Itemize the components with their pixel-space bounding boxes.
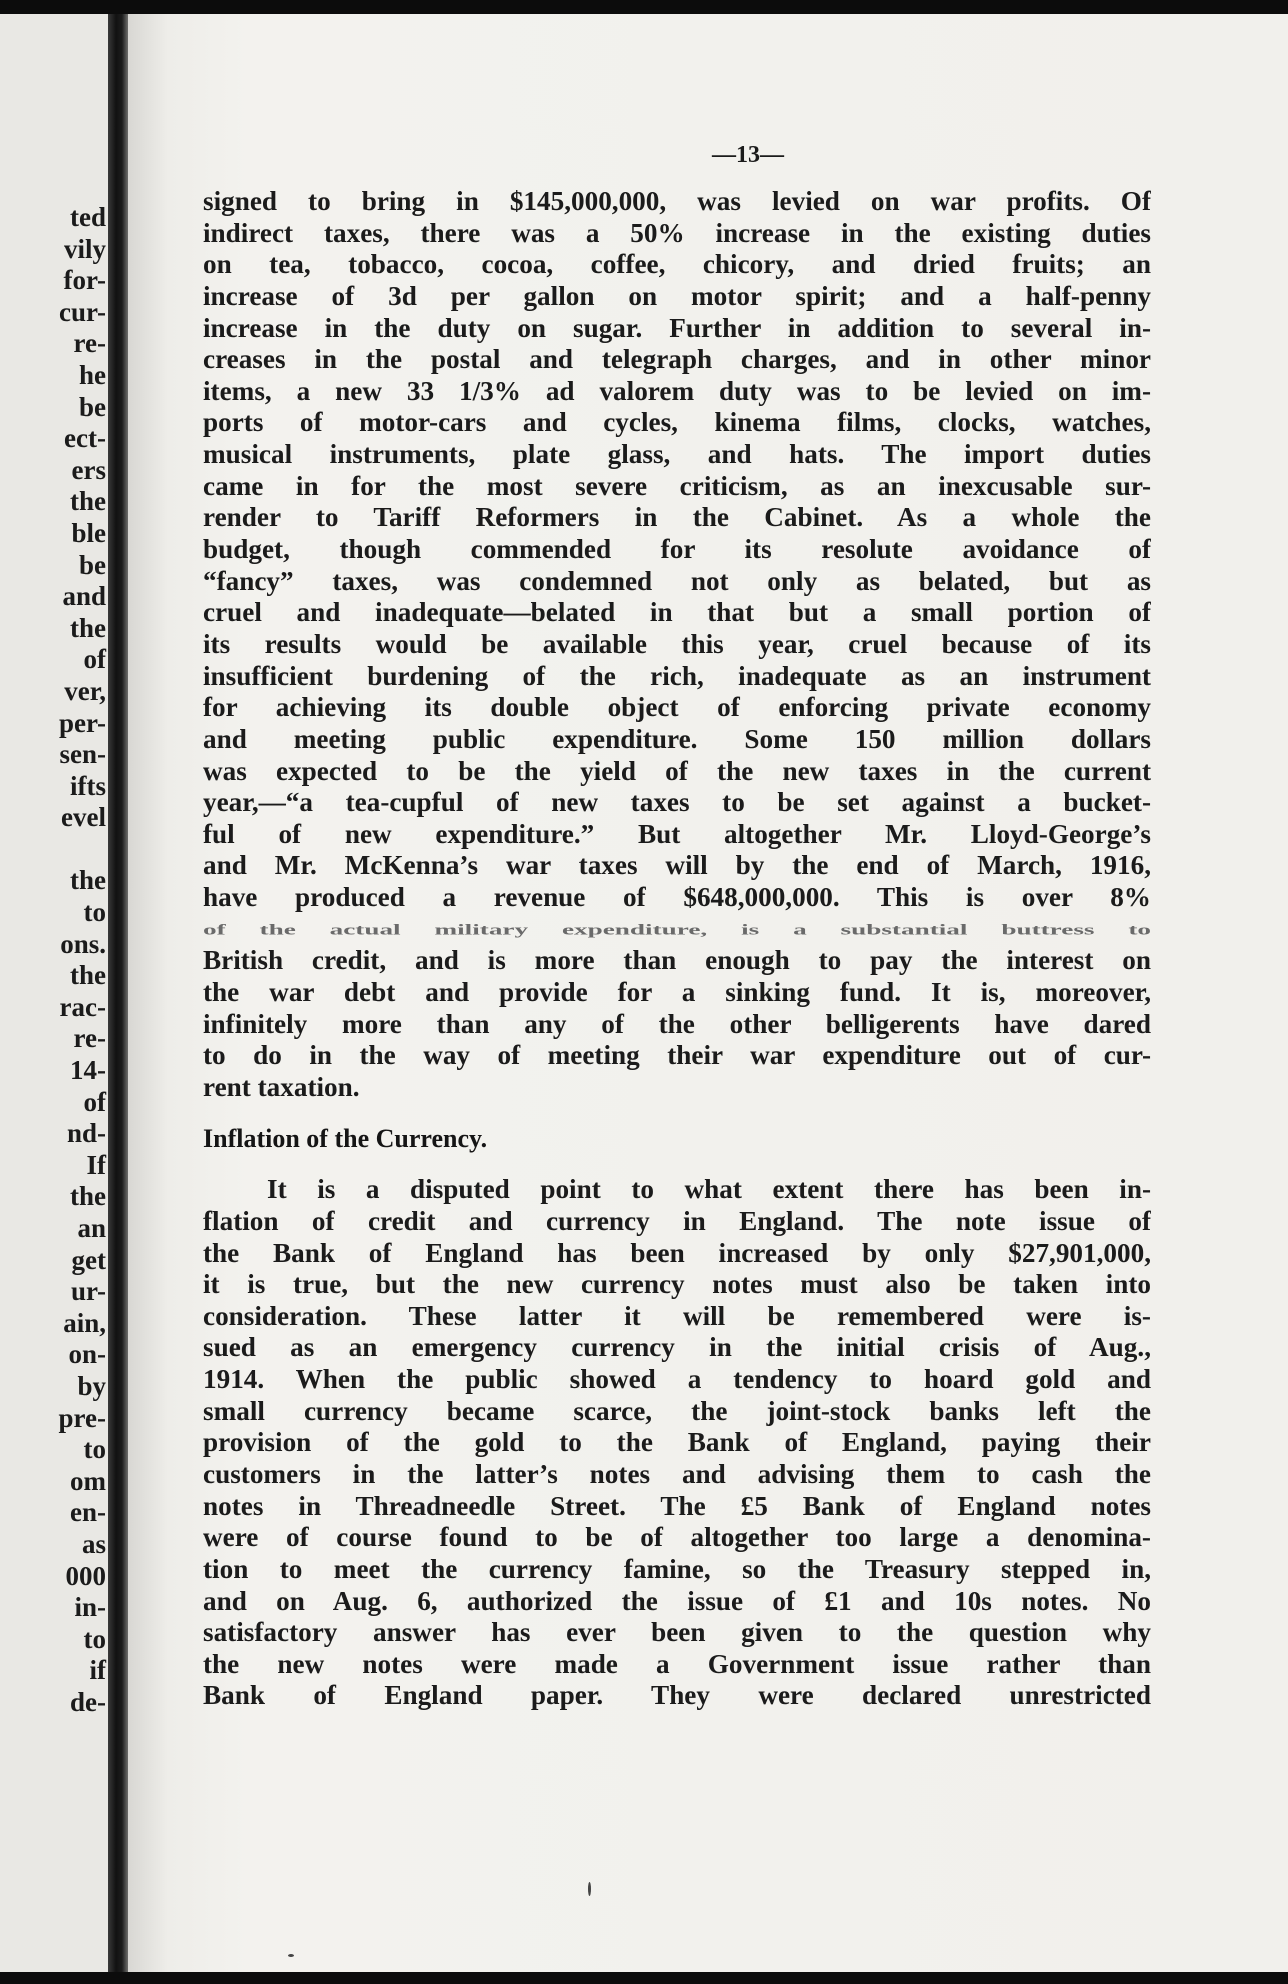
document-page: [128, 14, 1288, 1972]
text-line: provision of the gold to the Bank of England, paying their: [203, 1427, 1151, 1458]
previous-page-fragment: om: [70, 1465, 106, 1496]
previous-page-fragment: ect-: [64, 423, 106, 454]
previous-page-fragment: the: [70, 486, 106, 517]
previous-page-fragment: ted: [70, 202, 106, 232]
previous-page-fragment: get: [71, 1244, 106, 1275]
previous-page-fragment: pre-: [58, 1402, 106, 1433]
previous-page-fragment: by: [77, 1370, 106, 1401]
page-number: —13—: [712, 142, 784, 168]
previous-page-fragment: for-: [63, 265, 106, 296]
text-line: creases in the postal and telegraph charges, and in other minor: [203, 344, 1151, 375]
previous-page-fragment: vily: [63, 233, 106, 264]
text-line: sued as an emergency currency in the initial crisis of Aug.,: [203, 1332, 1151, 1363]
text-line: infinitely more than any of the other belligerents have dared: [203, 1008, 1151, 1039]
previous-page-fragment: the: [70, 960, 106, 991]
previous-page-fragment: ver,: [64, 675, 106, 706]
previous-page-fragment: per-: [59, 707, 106, 738]
previous-page-fragment: ain,: [63, 1307, 106, 1338]
paper-speck: [588, 1882, 591, 1896]
previous-page-fragment: re-: [73, 328, 106, 359]
text-line: ports of motor-cars and cycles, kinema films, clocks, watches,: [203, 407, 1151, 438]
text-line: came in for the most severe criticism, as an inexcusable sur-: [203, 470, 1151, 501]
previous-page-fragment: the: [70, 865, 106, 896]
paragraph-war-taxes: [203, 186, 1151, 1104]
text-line: musical instruments, plate glass, and hats. The import duties: [203, 439, 1151, 470]
previous-page-fragment: 000: [65, 1560, 106, 1591]
text-line: for achieving its double object of enforcing private economy: [203, 692, 1151, 723]
body-text: [203, 186, 1151, 1712]
previous-page-fragment: ble: [71, 517, 106, 548]
text-line: have produced a revenue of $648,000,000. This is over 8%: [203, 882, 1151, 913]
previous-page-fragment: rac-: [59, 991, 106, 1022]
previous-page-fragment: 14-: [70, 1055, 106, 1086]
previous-page-edge: [0, 14, 112, 1972]
text-line: British credit, and is more than enough to pay the interest on: [203, 945, 1151, 976]
previous-page-fragment: nd-: [66, 1118, 106, 1149]
text-line: the new notes were made a Government issue rather than: [203, 1648, 1151, 1679]
text-line: items, a new 33 1/3% ad valorem duty was to be levied on im-: [203, 375, 1151, 406]
previous-page-fragment: in-: [74, 1592, 106, 1623]
previous-page-fragment: if: [89, 1655, 106, 1686]
text-line: to do in the way of meeting their war expenditure out of cur-: [203, 1040, 1151, 1071]
text-line: customers in the latter’s notes and advising them to cash the: [203, 1458, 1151, 1489]
previous-page-fragment: evel: [61, 802, 106, 833]
previous-page-fragment: to: [83, 897, 106, 928]
text-line: on tea, tobacco, cocoa, coffee, chicory, and dried fruits; an: [203, 249, 1151, 280]
text-line: the Bank of England has been increased by only $27,901,000,: [203, 1237, 1151, 1268]
text-line: was expected to be the yield of the new taxes in the current: [203, 755, 1151, 786]
text-line: render to Tariff Reformers in the Cabinet. As a whole the: [203, 502, 1151, 533]
text-line: rent taxation.: [203, 1071, 360, 1102]
previous-page-fragment: be: [79, 391, 106, 422]
previous-page-fragment: re-: [73, 1023, 106, 1054]
text-line: insufficient burdening of the rich, inadequate as an instrument: [203, 660, 1151, 691]
previous-page-fragment: to: [83, 1623, 106, 1654]
previous-page-fragment: ifts: [70, 770, 106, 801]
previous-page-fragment: ons.: [60, 928, 106, 959]
text-line: indirect taxes, there was a 50% increase in the existing duties: [203, 217, 1151, 248]
previous-page-fragment: en-: [70, 1497, 106, 1528]
previous-page-fragment: sen-: [59, 739, 106, 770]
text-line: ful of new expenditure.” But altogether Mr. Lloyd-George’s: [203, 818, 1151, 849]
text-line: were of course found to be of altogether too large a denomina-: [203, 1522, 1151, 1553]
text-line: cruel and inadequate—belated in that but a small portion of: [203, 597, 1151, 628]
text-line: flation of credit and currency in England. The note issue of: [203, 1205, 1151, 1236]
text-line: of the actual military expenditure, is a substantial buttress to: [203, 920, 1151, 938]
text-line: year,—“a tea-cupful of new taxes to be set against a bucket-: [203, 787, 1151, 818]
text-line: notes in Threadneedle Street. The £5 Bank of England notes: [203, 1490, 1151, 1521]
text-line: and meeting public expenditure. Some 150 million dollars: [203, 723, 1151, 754]
book-gutter: [108, 14, 128, 1972]
section-heading: Inflation of the Currency.: [203, 1123, 488, 1153]
text-line: the war debt and provide for a sinking fund. It is, moreover,: [203, 977, 1151, 1008]
text-line: increase of 3d per gallon on motor spirit; and a half-penny: [203, 280, 1151, 311]
previous-page-fragment: as: [81, 1528, 106, 1559]
paper-speck: [288, 1954, 294, 1957]
text-line: and Mr. McKenna’s war taxes will by the end of March, 1916,: [203, 850, 1151, 881]
previous-page-text-fragments: [59, 202, 107, 1719]
text-line: “fancy” taxes, was condemned not only as belated, but as: [203, 565, 1151, 596]
text-line: satisfactory answer has ever been given to the question why: [203, 1617, 1151, 1648]
previous-page-fragment: of: [83, 644, 106, 675]
previous-page-fragment: If: [86, 1149, 106, 1180]
paragraph-currency-inflation: [203, 1174, 1151, 1712]
text-line: consideration. These latter it will be remembered were is-: [203, 1300, 1151, 1331]
previous-page-fragment: of: [83, 1086, 106, 1117]
text-line: 1914. When the public showed a tendency to hoard gold and: [203, 1364, 1151, 1395]
previous-page-fragment: and: [62, 581, 106, 612]
text-line: small currency became scarce, the joint-stock banks left the: [203, 1395, 1151, 1426]
text-line: and on Aug. 6, authorized the issue of £1 and 10s notes. No: [203, 1585, 1151, 1616]
text-line: tion to meet the currency famine, so the Treasury stepped in,: [203, 1553, 1151, 1584]
previous-page-fragment: the: [70, 1181, 106, 1212]
previous-page-fragment: on-: [68, 1339, 106, 1370]
text-line: It is a disputed point to what extent there has been in-: [267, 1174, 1151, 1205]
previous-page-fragment: he: [79, 359, 106, 390]
text-line: it is true, but the new currency notes must also be taken into: [203, 1269, 1151, 1300]
previous-page-fragment: ers: [71, 454, 106, 485]
previous-page-fragment: [59, 834, 107, 866]
previous-page-fragment: an: [77, 1213, 106, 1243]
previous-page-fragment: the: [70, 612, 106, 643]
text-line: Bank of England paper. They were declared unrestricted: [203, 1680, 1151, 1711]
text-line: its results would be available this year, cruel because of its: [203, 628, 1151, 659]
text-line: budget, though commended for its resolute avoidance of: [203, 534, 1151, 565]
text-line: increase in the duty on sugar. Further in addition to several in-: [203, 312, 1151, 343]
previous-page-fragment: to: [83, 1434, 106, 1465]
previous-page-fragment: ur-: [71, 1276, 106, 1307]
text-line: signed to bring in $145,000,000, was levied on war profits. Of: [203, 186, 1151, 216]
previous-page-fragment: de-: [70, 1686, 106, 1717]
previous-page-fragment: cur-: [59, 296, 106, 327]
previous-page-fragment: be: [79, 549, 106, 580]
